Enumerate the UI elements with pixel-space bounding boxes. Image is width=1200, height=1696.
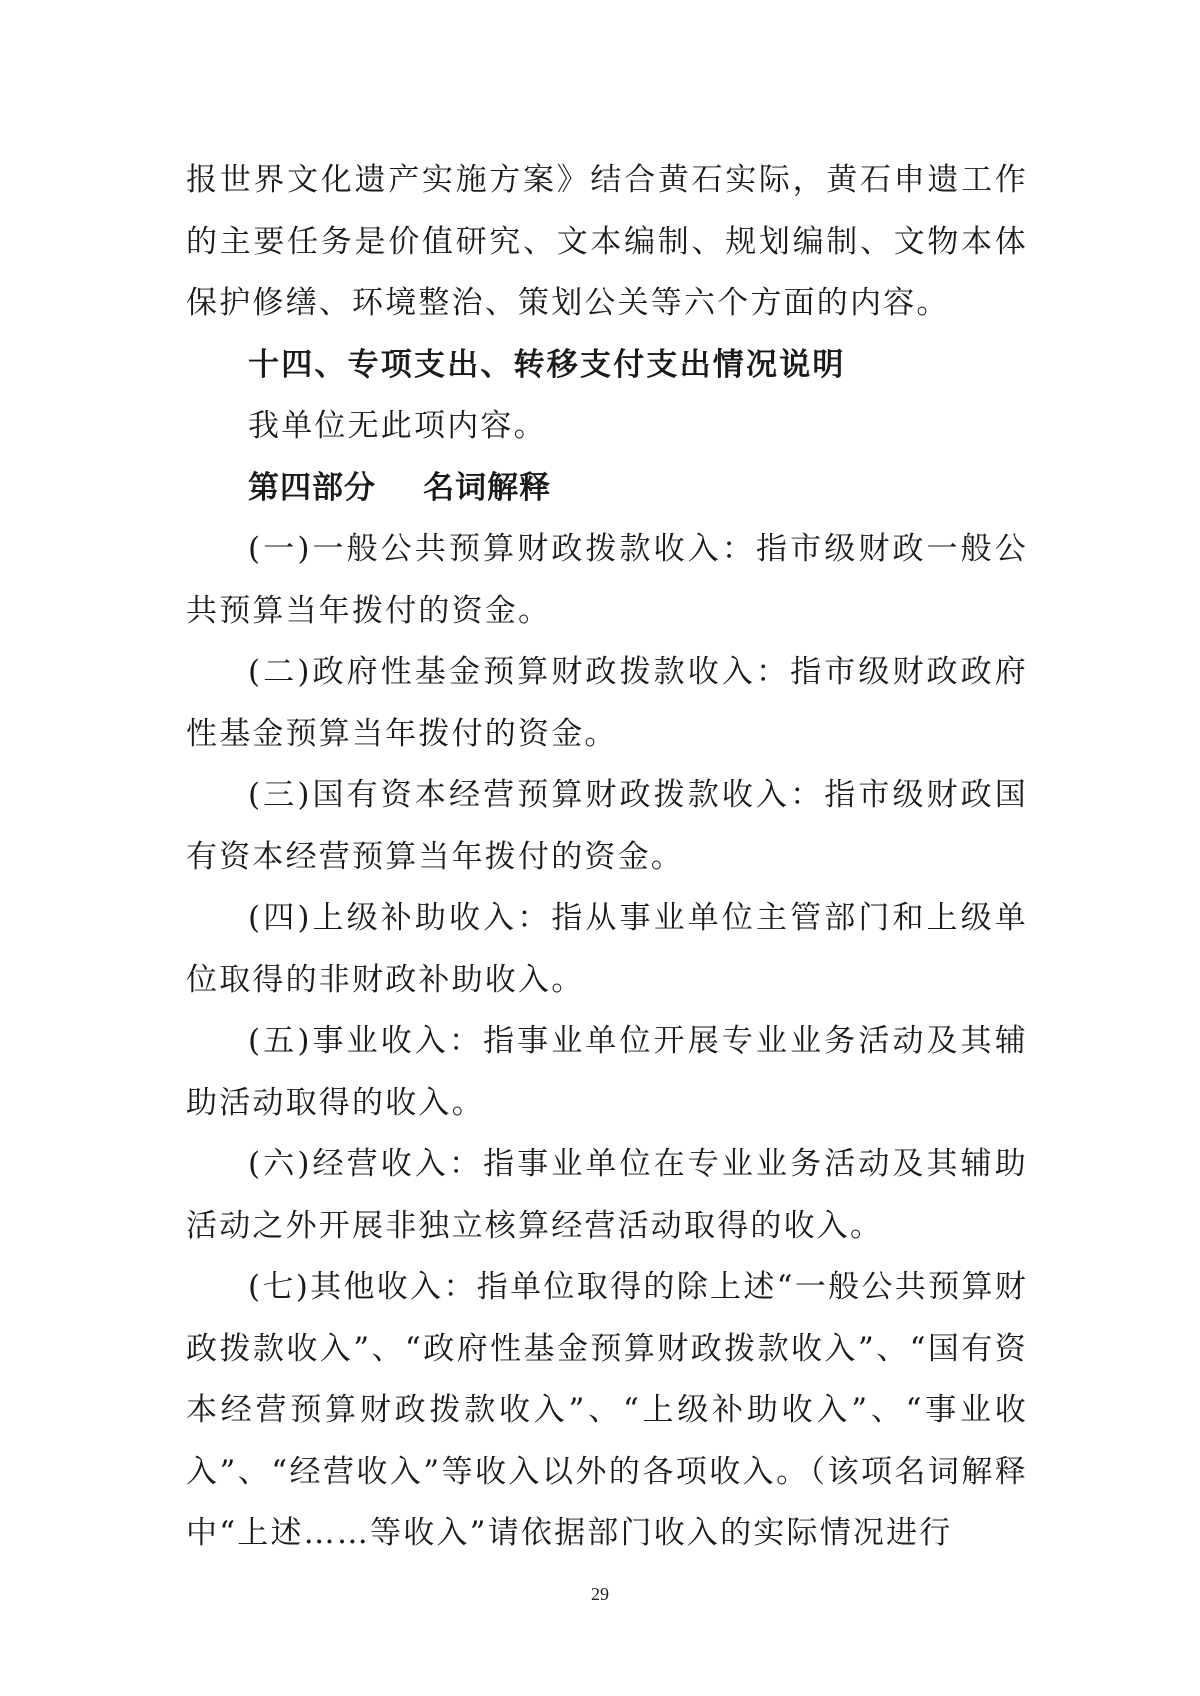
definition-item-3: (三)国有资本经营预算财政拨款收入：指市级财政国有资本经营预算当年拨付的资金。: [186, 777, 1028, 875]
page-number: 29: [591, 1584, 609, 1604]
paragraph: 我单位无此项内容。: [248, 408, 547, 444]
definition-item-4: (四)上级补助收入：指从事业单位主管部门和上级单位取得的非财政补助收入。: [186, 900, 1028, 998]
definition-item-5: (五)事业收入：指事业单位开展专业业务活动及其辅助活动取得的收入。: [186, 1023, 1028, 1121]
document-body: [186, 150, 1028, 1565]
definition-item-7: (七)其他收入：指单位取得的除上述“一般公共预算财政拨款收入”、“政府性基金预算财政拨款收入”、“国有资本经营预算财政拨款收入”、“上级补助收入”、“事业收入”、“经营收入”等收入以外的各项收入。（该项名词解释中“上述……等收入”请依据部门收入的实际情况进行: [186, 1269, 1028, 1551]
section-heading: 十四、专项支出、转移支付支出情况说明: [248, 346, 846, 383]
definition-item-2: (二)政府性基金预算财政拨款收入：指市级财政政府性基金预算当年拨付的资金。: [186, 654, 1028, 752]
paragraph-continuation: 报世界文化遗产实施方案》结合黄石实际，黄石申遗工作的主要任务是价值研究、文本编制、规划编制、文物本体保护修缮、环境整治、策划公关等六个方面的内容。: [186, 162, 1028, 321]
part-title: 第四部分 名词解释: [248, 469, 552, 506]
definition-item-1: (一)一般公共预算财政拨款收入：指市级财政一般公共预算当年拨付的资金。: [186, 531, 1028, 629]
definition-item-6: (六)经营收入：指事业单位在专业业务活动及其辅助活动之外开展非独立核算经营活动取得的收入。: [186, 1146, 1028, 1244]
